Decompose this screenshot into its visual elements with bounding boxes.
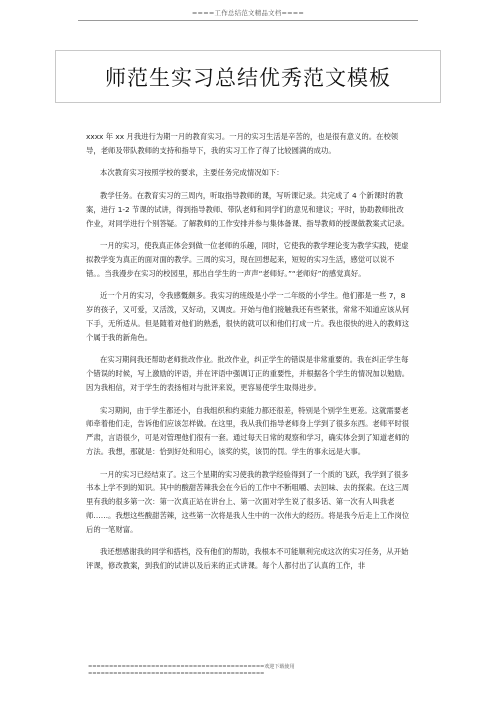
header-banner: ====工作总结范文精品文档==== (191, 9, 305, 17)
header-divider (78, 20, 418, 21)
title-box (55, 50, 441, 103)
paragraph-3: 教学任务。在教育实习的三周内，听取指导教师的课，写听课记录。共完成了 4 个新课时的教案，进行 1-2 节课的试讲，得到指导教师、带队老师和同学们的意见和建议；平时，协助教师批改作业，对同学进行个别答疑。了解教师的工作安排并参与集体备课、指导教师的授课做教案式记录。 (86, 190, 410, 228)
paragraph-6: 在实习期间我还帮助老师批改作业。批改作业，纠正学生的错误是非常重要的。我在纠正学生每个错误的时候，写上激励的评语，并在评语中强调订正的重要性，并根据各个学生的情况加以勉励。因为我相信，对于学生的表扬相对与批评来说，更容易使学生取得进步。 (86, 355, 410, 392)
paragraph-7: 实习期间，由于学生都还小，自我组织和约束能力都还很差，特别是个别学生更差。这就需要老师牵着他们走，告诉他们应该怎样做。在这里，我从我们指导老师身上学到了很多东西。老师平时很严肃，言语很少，可是对管理他们很有一套。通过每天日常的观察和学习，确实体会到了知道老师的方法。我想，那就是：恰到好处和用心，该奖的奖，该罚的罚。学生的事永远是大事。 (86, 405, 410, 456)
paragraph-8: 一月的实习已经结束了。这三个星期的实习使我的教学经验得到了一个质的飞跃，我学到了很多书本上学不到的知识。其中的酸甜苦辣我会在今后的工作中不断咀嚼、去回味、去的探索。在这三周里有我的很多第一次：第一次真正站在讲台上、第一次面对学生说了很多话、第一次有人叫我老师……。我想这些酸甜苦辣，这些第一次将是我人生中的一次伟大的经历。将是我今后走上工作岗位后的一笔财富。 (86, 469, 410, 534)
footer-rule-line: ========================================== (88, 671, 265, 677)
document-body (86, 130, 410, 582)
paragraph-1: xxxx 年 xx 月我进行为期一月的教育实习。一月的实习生活是辛苦的，也是很有意义的。在校领导，老师及带队教师的支持和指导下，我的实习工作了得了比较圆满的成功。 (86, 132, 399, 155)
paragraph-4: 一月的实习，使我真正体会到做一位老师的乐趣，同时，它使我的教学理论变为教学实践，使虚拟教学变为真正的面对面的教学。三周的实习，现在回想起来，短短的实习生活，感觉可以说不错。。当我漫步在实习的校园里，那出自学生的一声声“老师好。”“老师好”的感觉真好。 (86, 241, 409, 278)
paragraph-9: 我还想感谢我的同学和搭档，没有他们的帮助，我根本不可能顺利完成这次的实习任务，从开始评课，修改教案，到我们的试讲以及后来的正式讲课。每个人都付出了认真的工作，非 (86, 547, 409, 571)
footer-download-line: ==========================================欢迎下载使用 (88, 664, 295, 670)
paragraph-2: 本次教育实习按照学校的要求，主要任务完成情况如下： (100, 168, 284, 178)
document-title: 师范生实习总结优秀范文模板 (105, 65, 391, 90)
paragraph-5: 近一个月的实习，令我感慨颇多。我实习的班级是小学一二年级的小学生。他们都是一些 7，8 岁的孩子，又可爱，又活泼，又好动，又调皮。开始与他们接触我还有些紧张，常常不知道应该从何下手，无所适从。但是随着对他们的熟悉，很快的就可以和他们打成一片。我也很快的进入的教师这个属于我的新角色。 (86, 291, 410, 342)
